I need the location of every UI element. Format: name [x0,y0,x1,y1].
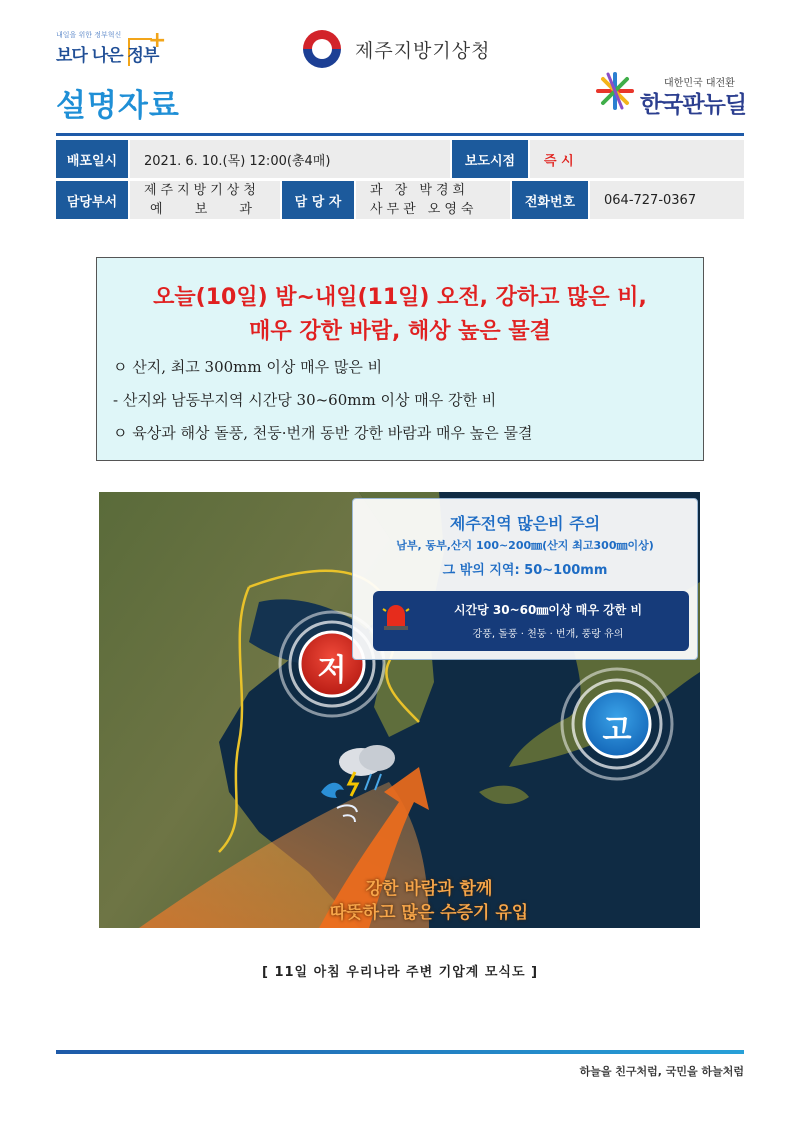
agency-logo [303,26,543,76]
warning-title: 제주전역 많은비 주의 [449,514,601,533]
hourly-rain-alert [373,591,689,651]
release-date-label: 배포일시 [56,140,128,178]
taegeuk-emblem-icon [303,30,341,68]
contact-person-value [356,181,510,219]
department-name: 제주지방기상청 [144,183,260,198]
map-caption: [ 11일 아침 우리나라 주변 기압계 모식도 ] [261,965,539,980]
contact-person-label: 담 당 자 [282,181,354,219]
korean-new-deal-logo [594,70,754,120]
header-divider [56,133,744,136]
warm-flow-text-line1: 강한 바람과 함께 [365,879,493,899]
low-pressure-label: 저 [317,653,347,688]
footer-slogan: 하늘을 친구처럼, 국민을 하늘처럼 [579,1065,744,1078]
footer-divider [56,1050,744,1054]
warm-flow-text-line2: 따뜻하고 많은 수증기 유입 [329,903,529,923]
pressure-system-map [99,492,700,928]
summary-bullet-3: ㅇ 육상과 해상 돌풍, 천둥·번개 동반 강한 바람과 매우 높은 물결 [113,424,533,442]
report-time-value: 즉 시 [530,140,744,178]
rain-warning-panel [352,498,698,660]
department-value [130,181,280,219]
department-division: 예 보 과 [150,202,266,217]
hourly-rain-alert-text: 시간당 30~60㎜이상 매우 강한 비 [453,603,643,617]
contact-person-1: 과 장 박경희 [370,183,470,198]
release-date-value: 2021. 6. 10.(목) 12:00(총4매) [130,140,450,178]
wind-thunder-alert-text: 강풍, 돌풍 · 천둥 · 번개, 풍랑 유의 [472,629,624,640]
gov-logo-title: 보다 나은 정부 [56,46,159,66]
new-deal-subtitle: 대한민국 대전환 [664,78,735,89]
summary-title-line1: 오늘(10일) 밤~내일(11일) 오전, 강하고 많은 비, [153,285,647,310]
plus-icon: + [148,28,167,53]
report-time-label: 보도시점 [452,140,528,178]
info-row-release [56,140,744,178]
contact-person-2: 사무관 오영숙 [370,202,478,217]
warning-amount-south-east: 남부, 동부,산지 100~200㎜(산지 최고300㎜이상) [396,539,654,552]
agency-name: 제주지방기상청 [355,40,491,62]
summary-box [96,257,704,461]
high-pressure-label: 고 [602,713,632,748]
document-type-title: 설명자료 [56,88,180,124]
phone-label: 전화번호 [512,181,588,219]
warning-amount-other: 그 밖의 지역: 50~100mm [442,563,608,578]
info-row-contact [56,181,744,219]
summary-bullet-1: ㅇ 산지, 최고 300mm 이상 매우 많은 비 [113,358,383,376]
department-label: 담당부서 [56,181,128,219]
siren-icon [381,601,411,631]
government-innovation-logo [56,30,176,76]
summary-bullet-2: - 산지와 남동부지역 시간당 30~60mm 이상 매우 강한 비 [113,391,497,409]
summary-title-line2: 매우 강한 바람, 해상 높은 물결 [249,319,551,344]
new-deal-star-icon [594,70,636,112]
gov-logo-subtitle: 내일을 위한 정부혁신 [56,31,122,39]
new-deal-title: 한국판뉴딜 [640,92,747,118]
phone-value: 064-727-0367 [590,181,744,219]
